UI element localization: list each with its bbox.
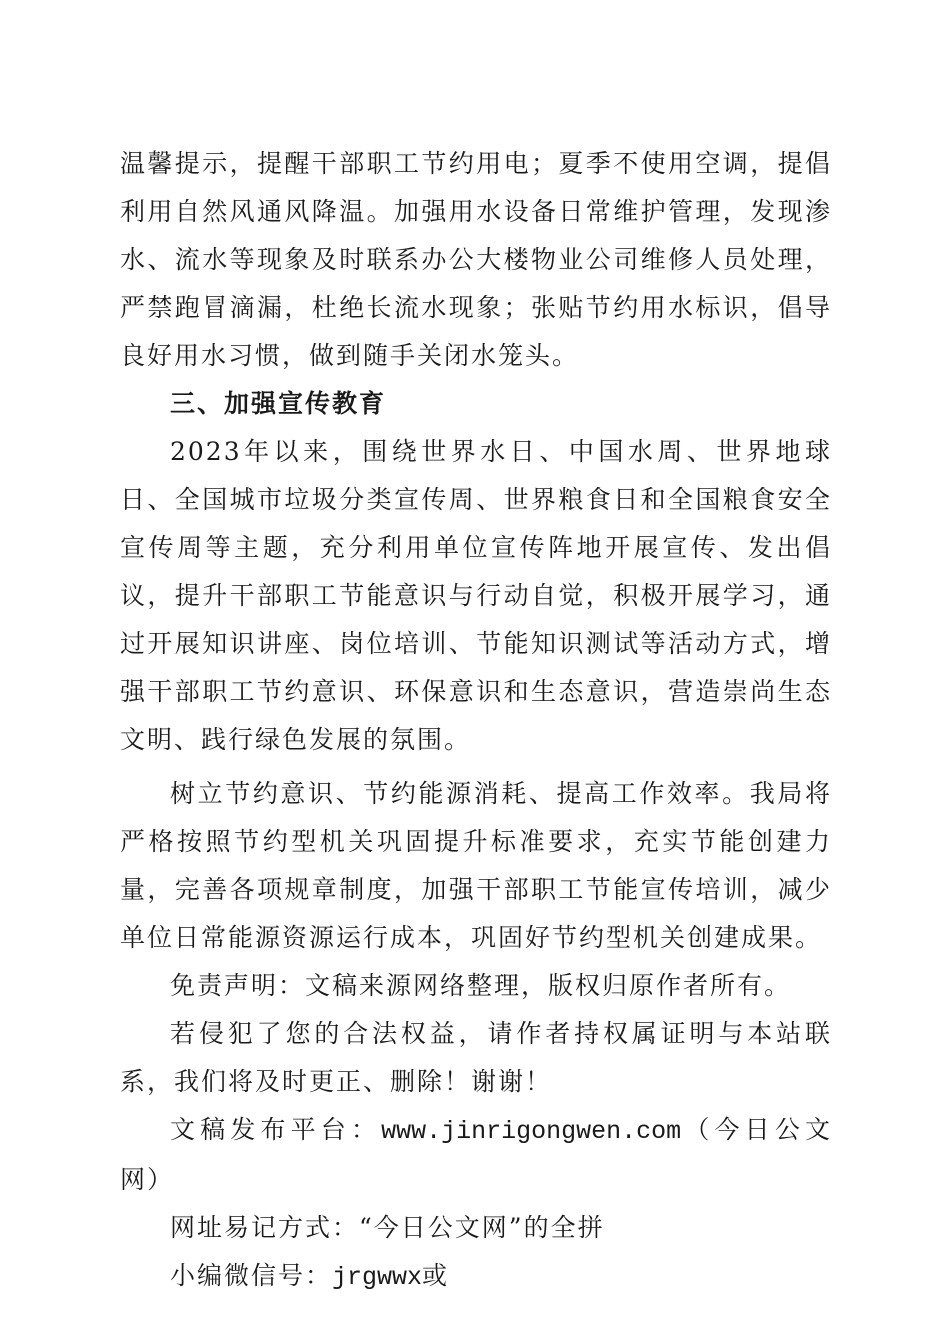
- infringement-notice: 若侵犯了您的合法权益，请作者持权属证明与本站联系，我们将及时更正、删除！谢谢！: [120, 1019, 832, 1096]
- platform-url: www.jinrigongwen.com: [381, 1117, 682, 1146]
- wechat-label: 小编微信号：: [170, 1261, 333, 1290]
- wechat-id: jrgwwx: [332, 1263, 423, 1292]
- paragraph-continuation: 温馨提示，提醒干部职工节约用电；夏季不使用空调，提倡利用自然风通风降温。加强用水设备日常维护管理，发现渗水、流水等现象及时联系办公大楼物业公司维修人员处理，严禁跑冒滴漏，杜绝长流水现象；张贴节约用水标识，倡导良好用水习惯，做到随手关闭水笼头。: [120, 149, 832, 370]
- wechat-suffix: 或: [422, 1261, 450, 1290]
- section-heading: 三、加强宣传教育: [170, 389, 387, 418]
- wechat-line: [120, 1252, 832, 1302]
- disclaimer-text: 免责声明：文稿来源网络整理，版权归原作者所有。: [170, 971, 792, 1000]
- platform-label: 文稿发布平台：: [170, 1115, 382, 1144]
- url-memo: 网址易记方式：“今日公文网”的全拼: [170, 1213, 605, 1242]
- platform-line: [120, 1106, 832, 1204]
- paragraph-publicity: 2023年以来，围绕世界水日、中国水周、世界地球日、全国城市垃圾分类宣传周、世界粮食日和全国粮食安全宣传周等主题，充分利用单位宣传阵地开展宣传、发出倡议，提升干部职工节能意识与行动自觉，积极开展学习，通过开展知识讲座、岗位培训、节能知识测试等活动方式，增强干部职工节约意识、环保意识和生态意识，营造崇尚生态文明、践行绿色发展的氛围。: [120, 437, 832, 754]
- platform-name: （今日公文网）: [120, 1115, 832, 1194]
- paragraph-conclusion: 树立节约意识、节约能源消耗、提高工作效率。我局将严格按照节约型机关巩固提升标准要求，充实节能创建力量，完善各项规章制度，加强干部职工节能宣传培训，减少单位日常能源资源运行成本，巩固好节约型机关创建成果。: [120, 779, 832, 952]
- document-body: [120, 140, 832, 1302]
